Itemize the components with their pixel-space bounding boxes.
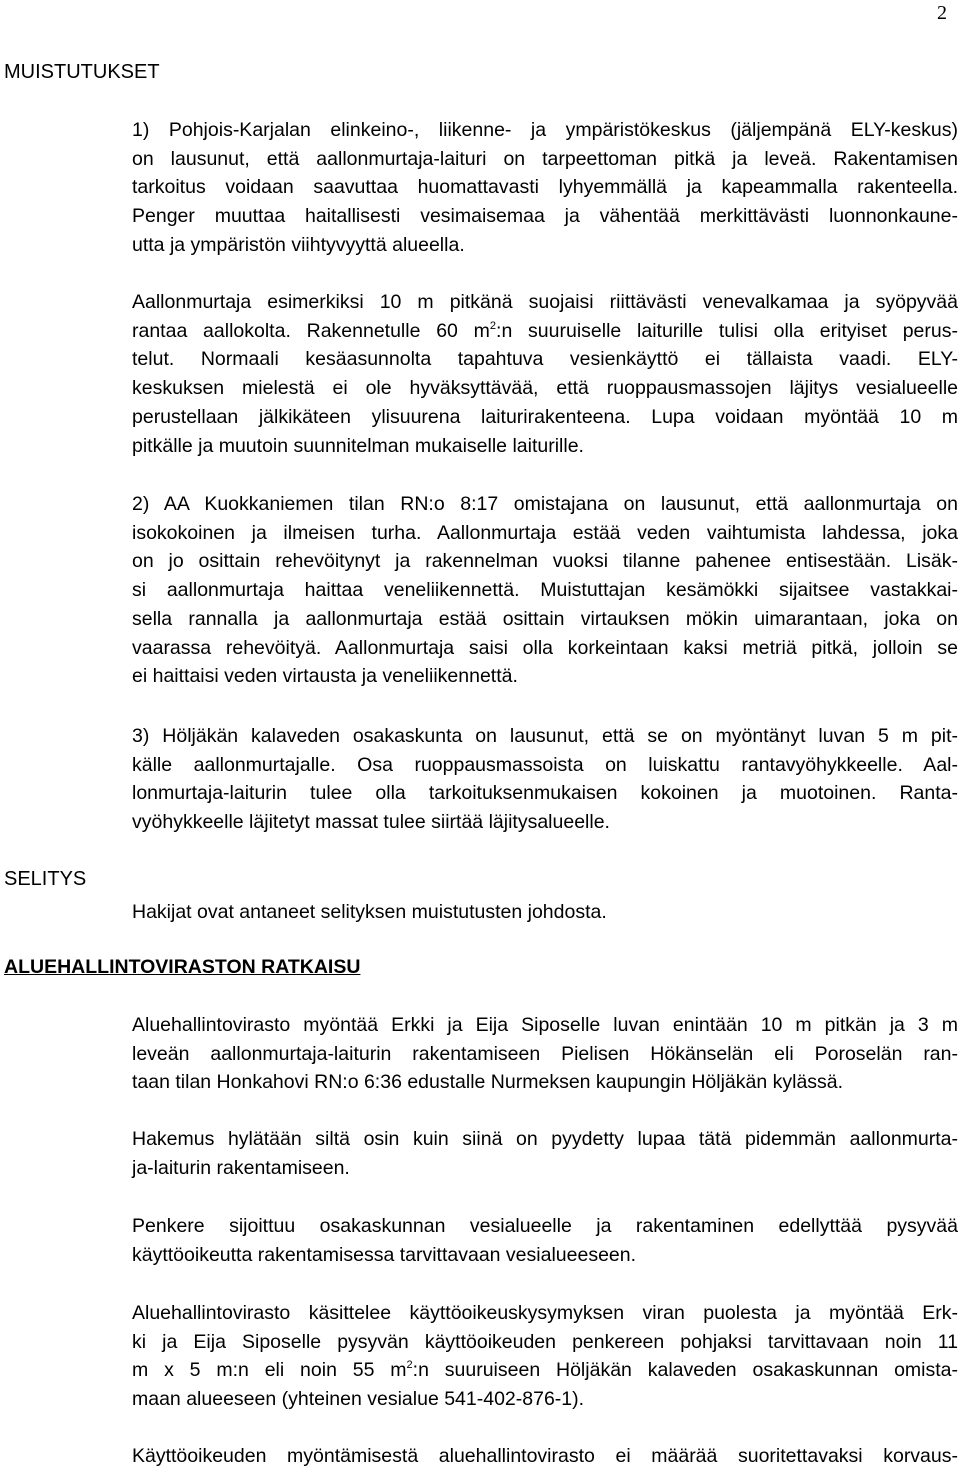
selitys-text: Hakijat ovat antaneet selityksen muistutusten johdosta. — [132, 901, 607, 923]
superscript: 2 — [489, 319, 497, 332]
section-heading-selitys: SELITYS — [4, 868, 87, 890]
text-line: telut. Normaali kesäasunnolta tapahtuva vesienkäyttö ei tällaista vaadi. ELY- — [132, 348, 958, 371]
text-line: vaarassa rehevöityä. Aallonmurtaja saisi olla korkeintaan kaksi metriä pitkä, jolloin se — [132, 636, 958, 659]
text-line: on lausunut, että aallonmurtaja-laituri on tarpeettoman pitkä ja leveä. Rakentamisen — [132, 147, 958, 170]
section-heading-ratkaisu: ALUEHALLINTOVIRASTON RATKAISU — [4, 956, 361, 978]
text-line: Aallonmurtaja esimerkiksi 10 m pitkänä suojaisi riittävästi venevalkamaa ja syöpyvää — [132, 291, 958, 313]
paragraph-usage-right — [132, 1299, 958, 1414]
text-line — [132, 1356, 958, 1385]
paragraph-permit-decision — [132, 1011, 958, 1097]
text-line: Aluehallintovirasto myöntää Erkki ja Eija Siposelle luvan enintään 10 m pitkän ja 3 m — [132, 1014, 958, 1036]
text-line: pitkälle ja muutoin suunnitelman mukaiselle laiturille. — [132, 434, 584, 457]
paragraph-compensation — [132, 1442, 958, 1471]
text-line: 3) Höljäkän kalaveden osakaskunta on lausunut, että se on myöntänyt luvan 5 m pit- — [132, 725, 958, 747]
paragraph-ely-recommendation — [132, 288, 958, 460]
text-line: isokokoinen ja ilmeisen turha. Aallonmurtaja estää veden vaihtumista lahdessa, joka — [132, 521, 958, 544]
text-line: Hakemus hylätään siltä osin kuin siinä on pyydetty lupaa tätä pidemmän aallonmurta- — [132, 1128, 958, 1150]
text-line: källe aallonmurtajalle. Osa ruoppausmassoista on luiskattu rantavyöhykkeelle. Aal- — [132, 753, 958, 776]
text-line: maan alueeseen (yhteinen vesialue 541-402-876-1). — [132, 1388, 585, 1411]
text-line: 2) AA Kuokkaniemen tilan RN:o 8:17 omistajana on lausunut, että aallonmurtaja on — [132, 493, 958, 515]
superscript: 2 — [406, 1359, 413, 1372]
text-line: taan tilan Honkahovi RN:o 6:36 edustalle Nurmeksen kaupungin Höljäkän kylässä. — [132, 1071, 844, 1094]
text-line: 1) Pohjois-Karjalan elinkeino-, liikenne- ja ympäristökeskus (jäljempänä ELY-keskus) — [132, 119, 958, 141]
text-line: tarkoitus voidaan saavuttaa huomattavasti lyhyemmällä ja kapeammalla rakenteella. — [132, 176, 958, 199]
paragraph-embankment — [132, 1212, 958, 1269]
text-fragment: m x 5 m:n eli noin 55 m — [132, 1359, 407, 1382]
paragraph-kuokkaniemi-statement — [132, 490, 958, 691]
text-line: lonmurtaja-laiturin tulee olla tarkoituksenmukaisen kokoinen ja muotoinen. Ranta- — [132, 782, 958, 805]
paragraph-ely-statement — [132, 116, 958, 260]
text-line: ja-laiturin rakentamiseen. — [132, 1156, 350, 1179]
text-line: Penger muuttaa haitallisesti vesimaisemaa ja vähentää merkittävästi luonnonkaune- — [132, 205, 958, 228]
page-number: 2 — [937, 2, 947, 24]
paragraph-holjakka-statement — [132, 722, 958, 837]
text-fragment: :n suuruiseen Höljäkän kalaveden osakaskunnan omista- — [412, 1359, 958, 1382]
text-line: ki ja Eija Siposelle pysyvän käyttöoikeuden penkereen pohjaksi tarvittavaan noin 11 — [132, 1330, 958, 1353]
text-line: leveän aallonmurtaja-laiturin rakentamiseen Pielisen Hökänselän eli Poroselän ran- — [132, 1042, 958, 1065]
text-line: utta ja ympäristön viihtyvyyttä alueella. — [132, 233, 465, 256]
text-line: perustellaan jälkikäteen ylisuurena laiturirakenteena. Lupa voidaan myöntää 10 m — [132, 405, 958, 428]
section-heading-muistutukset: MUISTUTUKSET — [4, 61, 160, 83]
text-line: ei haittaisi veden virtausta ja veneliikennettä. — [132, 665, 518, 688]
text-line: on jo osittain rehevöitynyt ja rakennelman vuoksi tilanne pahenee entisestään. Lisäk- — [132, 550, 958, 573]
text-line — [132, 317, 958, 346]
text-line: vyöhykkeelle läjitetyt massat tulee siirtää läjitysalueelle. — [132, 811, 610, 834]
text-fragment: rantaa aallokolta. Rakennetulle 60 m — [132, 319, 490, 342]
text-fragment: :n suuruiselle laiturille tulisi olla erityiset perus- — [496, 319, 958, 342]
text-line: si aallonmurtaja haittaa veneliikennettä. Muistuttajan kesämökki sijaitsee vastakkai- — [132, 579, 958, 602]
text-line: Aluehallintovirasto käsittelee käyttöoikeuskysymyksen viran puolesta ja myöntää Erk- — [132, 1302, 958, 1324]
text-line: sella rannalla ja aallonmurtaja estää osittain virtauksen mökin uimarantaan, joka on — [132, 607, 958, 630]
paragraph-rejection — [132, 1125, 958, 1182]
text-line: Penkere sijoittuu osakaskunnan vesialueelle ja rakentaminen edellyttää pysyvää — [132, 1215, 958, 1237]
text-line: käyttöoikeutta rakentamisessa tarvittavaan vesialueeseen. — [132, 1243, 637, 1266]
text-line: keskuksen mielestä ei ole hyväksyttävää, että ruoppausmassojen läjitys vesialueelle — [132, 377, 958, 400]
text-line: Käyttöoikeuden myöntämisestä aluehallintovirasto ei määrää suoritettavaksi korvaus- — [132, 1445, 958, 1467]
